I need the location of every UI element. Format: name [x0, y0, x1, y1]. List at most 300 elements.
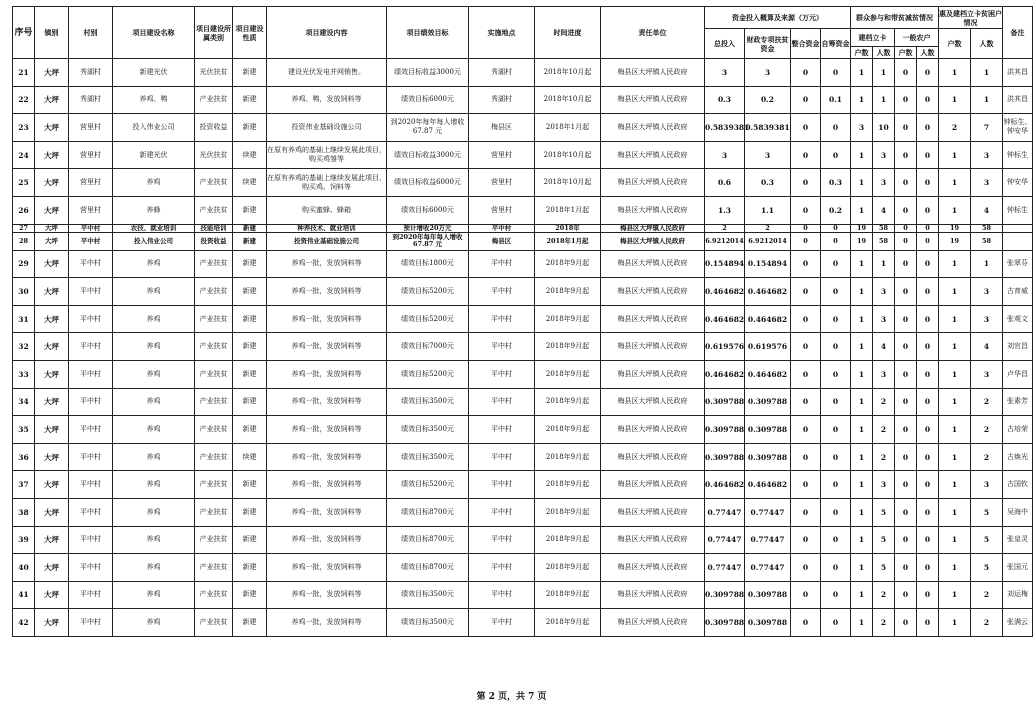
- row-fiscal: 0.464682: [745, 360, 791, 388]
- row-location: 平中村: [469, 360, 535, 388]
- row-carded-persons: 10: [873, 114, 895, 142]
- row-integrated: 0: [791, 169, 821, 197]
- row-category: 产业扶贫: [195, 169, 233, 197]
- row-seq: 22: [13, 86, 35, 114]
- row-carded-households: 1: [851, 388, 873, 416]
- row-remark: 张满云: [1003, 609, 1033, 637]
- row-content: 在原有养鸡的基础上继续发展此项目，购买鸡、饲料等: [267, 169, 387, 197]
- row-village: 平中村: [69, 498, 113, 526]
- row-village: 平中村: [69, 250, 113, 278]
- row-poor-persons: 5: [971, 554, 1003, 582]
- row-poor-persons: 3: [971, 278, 1003, 306]
- row-nature: 新建: [233, 581, 267, 609]
- row-village: 平中村: [69, 388, 113, 416]
- table-row: [13, 360, 1033, 388]
- row-project-name: 养鸡: [113, 169, 195, 197]
- table-row: [13, 250, 1033, 278]
- row-general-persons: 0: [917, 526, 939, 554]
- row-progress: 2018年9月起: [535, 554, 601, 582]
- row-general-households: 0: [895, 278, 917, 306]
- row-carded-households: 1: [851, 169, 873, 197]
- row-progress: 2018年9月起: [535, 388, 601, 416]
- row-village: 平中村: [69, 526, 113, 554]
- row-remark: 钟标生、钟安华: [1003, 114, 1033, 142]
- row-category: 产业扶贫: [195, 278, 233, 306]
- row-general-persons: 0: [917, 305, 939, 333]
- row-carded-persons: 58: [873, 232, 895, 250]
- header-funds-group: 资金投入概算及来源（万元）: [705, 7, 851, 29]
- row-integrated: 0: [791, 498, 821, 526]
- row-poor-persons: 3: [971, 360, 1003, 388]
- row-poor-households: 1: [939, 59, 971, 87]
- row-general-persons: 0: [917, 86, 939, 114]
- header-carded-persons: 人数: [873, 47, 895, 59]
- row-general-persons: 0: [917, 471, 939, 499]
- row-total: 0.619576: [705, 333, 745, 361]
- row-location: 平中村: [469, 443, 535, 471]
- header-integrated: 整合资金: [791, 29, 821, 59]
- row-nature: 新建: [233, 114, 267, 142]
- row-content: 投资伟业基础设施公司: [267, 232, 387, 250]
- row-location: 梅县区: [469, 114, 535, 142]
- row-poor-households: 2: [939, 114, 971, 142]
- row-seq: 23: [13, 114, 35, 142]
- row-village: 营里村: [69, 169, 113, 197]
- row-category: 产业扶贫: [195, 360, 233, 388]
- row-total: 3: [705, 59, 745, 87]
- row-unit: 梅县区大坪镇人民政府: [601, 498, 705, 526]
- row-location: 平中村: [469, 388, 535, 416]
- row-location: 平中村: [469, 224, 535, 232]
- table-row: [13, 581, 1033, 609]
- row-progress: 2018年9月起: [535, 360, 601, 388]
- row-self-raised: 0.1: [821, 86, 851, 114]
- row-self-raised: 0: [821, 333, 851, 361]
- row-project-name: 投入伟业公司: [113, 114, 195, 142]
- header-nature: 项目建设性质: [233, 7, 267, 59]
- row-target: 绩效目标8700元: [387, 554, 469, 582]
- row-self-raised: 0: [821, 554, 851, 582]
- row-carded-households: 1: [851, 141, 873, 169]
- header-poor-persons: 人数: [971, 29, 1003, 59]
- row-town: 大坪: [35, 114, 69, 142]
- row-carded-households: 1: [851, 526, 873, 554]
- row-remark: 钟安华: [1003, 169, 1033, 197]
- row-unit: 梅县区大坪镇人民政府: [601, 360, 705, 388]
- row-unit: 梅县区大坪镇人民政府: [601, 169, 705, 197]
- row-self-raised: 0: [821, 388, 851, 416]
- row-nature: 新建: [233, 609, 267, 637]
- row-poor-households: 1: [939, 141, 971, 169]
- row-self-raised: 0: [821, 305, 851, 333]
- row-target: 绩效目标7000元: [387, 333, 469, 361]
- row-total: 6.9212014: [705, 232, 745, 250]
- row-target: 到2020年每年每人增收 67.87 元: [387, 114, 469, 142]
- table-row: [13, 416, 1033, 444]
- row-progress: 2018年1月起: [535, 196, 601, 224]
- row-poor-persons: 2: [971, 388, 1003, 416]
- row-seq: 26: [13, 196, 35, 224]
- row-poor-persons: 2: [971, 609, 1003, 637]
- row-fiscal: 0.2: [745, 86, 791, 114]
- row-general-households: 0: [895, 224, 917, 232]
- row-total: 0.77447: [705, 526, 745, 554]
- row-content: 养鸡一批，发放饲料等: [267, 305, 387, 333]
- row-town: 大坪: [35, 59, 69, 87]
- row-target: 绩效目标3500元: [387, 581, 469, 609]
- row-self-raised: 0: [821, 498, 851, 526]
- row-category: 技能培训: [195, 224, 233, 232]
- row-unit: 梅县区大坪镇人民政府: [601, 471, 705, 499]
- row-project-name: 养鸡: [113, 333, 195, 361]
- row-poor-persons: 7: [971, 114, 1003, 142]
- row-carded-households: 1: [851, 86, 873, 114]
- row-content: 养鸡一批，发放饲料等: [267, 443, 387, 471]
- row-town: 大坪: [35, 141, 69, 169]
- row-general-households: 0: [895, 250, 917, 278]
- row-self-raised: 0: [821, 416, 851, 444]
- row-fiscal: 0.619576: [745, 333, 791, 361]
- row-target: 绩效目标收益3000元: [387, 141, 469, 169]
- row-nature: 新建: [233, 333, 267, 361]
- row-target: 绩效目标8700元: [387, 498, 469, 526]
- row-town: 大坪: [35, 416, 69, 444]
- table-row: [13, 86, 1033, 114]
- row-poor-households: 1: [939, 526, 971, 554]
- row-content: 养鸡、鸭，发放饲料等: [267, 86, 387, 114]
- table-row: [13, 388, 1033, 416]
- row-nature: 新建: [233, 554, 267, 582]
- row-seq: 27: [13, 224, 35, 232]
- row-category: 产业扶贫: [195, 388, 233, 416]
- row-progress: 2018年9月起: [535, 333, 601, 361]
- row-progress: 2018年10月起: [535, 169, 601, 197]
- row-fiscal: 0.309788: [745, 443, 791, 471]
- row-total: 0.154894: [705, 250, 745, 278]
- row-project-name: 新建光伏: [113, 141, 195, 169]
- row-target: 绩效目标6000元: [387, 196, 469, 224]
- table-row: [13, 554, 1033, 582]
- row-carded-households: 1: [851, 278, 873, 306]
- row-total: 1.3: [705, 196, 745, 224]
- row-seq: 24: [13, 141, 35, 169]
- row-nature: 新建: [233, 224, 267, 232]
- row-unit: 梅县区大坪镇人民政府: [601, 232, 705, 250]
- row-seq: 32: [13, 333, 35, 361]
- row-unit: 梅县区大坪镇人民政府: [601, 278, 705, 306]
- row-poor-persons: 4: [971, 196, 1003, 224]
- row-location: 梅县区: [469, 232, 535, 250]
- row-poor-households: 1: [939, 443, 971, 471]
- row-content: 养鸡一批，发放饲料等: [267, 554, 387, 582]
- row-integrated: 0: [791, 250, 821, 278]
- row-integrated: 0: [791, 581, 821, 609]
- row-total: 0.309788: [705, 443, 745, 471]
- row-town: 大坪: [35, 250, 69, 278]
- row-fiscal: 2: [745, 224, 791, 232]
- row-total: 0.77447: [705, 554, 745, 582]
- row-seq: 38: [13, 498, 35, 526]
- row-remark: [1003, 232, 1033, 250]
- row-self-raised: 0.2: [821, 196, 851, 224]
- row-village: 营里村: [69, 114, 113, 142]
- row-total: 0.309788: [705, 609, 745, 637]
- row-location: 平中村: [469, 609, 535, 637]
- row-poor-households: 1: [939, 305, 971, 333]
- row-category: 产业扶贫: [195, 86, 233, 114]
- row-poor-persons: 5: [971, 526, 1003, 554]
- row-content: 在原有养鸡的基础上继续发展此项目，购买鸡雏等: [267, 141, 387, 169]
- row-project-name: 投入伟业公司: [113, 232, 195, 250]
- row-carded-persons: 5: [873, 526, 895, 554]
- row-general-persons: 0: [917, 196, 939, 224]
- row-town: 大坪: [35, 388, 69, 416]
- row-general-persons: 0: [917, 554, 939, 582]
- row-poor-persons: 5: [971, 498, 1003, 526]
- row-poor-persons: 1: [971, 59, 1003, 87]
- row-town: 大坪: [35, 581, 69, 609]
- row-total: 0.77447: [705, 498, 745, 526]
- row-village: 平中村: [69, 554, 113, 582]
- row-progress: 2018年9月起: [535, 526, 601, 554]
- row-carded-persons: 4: [873, 333, 895, 361]
- row-target: 绩效目标收益6000元: [387, 169, 469, 197]
- row-town: 大坪: [35, 196, 69, 224]
- row-project-name: 养鸡: [113, 416, 195, 444]
- row-progress: 2018年9月起: [535, 278, 601, 306]
- row-seq: 41: [13, 581, 35, 609]
- row-poor-households: 1: [939, 609, 971, 637]
- row-self-raised: 0: [821, 609, 851, 637]
- row-category: 产业扶贫: [195, 471, 233, 499]
- row-remark: 古育威: [1003, 278, 1033, 306]
- row-general-persons: 0: [917, 224, 939, 232]
- row-town: 大坪: [35, 498, 69, 526]
- row-poor-households: 1: [939, 86, 971, 114]
- row-remark: 张素芳: [1003, 388, 1033, 416]
- row-project-name: 养鸡: [113, 250, 195, 278]
- row-total: 3: [705, 141, 745, 169]
- row-progress: 2018年10月起: [535, 59, 601, 87]
- row-self-raised: 0: [821, 278, 851, 306]
- row-general-persons: 0: [917, 278, 939, 306]
- row-general-households: 0: [895, 498, 917, 526]
- row-location: 秀湖村: [469, 59, 535, 87]
- row-poor-persons: 1: [971, 250, 1003, 278]
- row-town: 大坪: [35, 609, 69, 637]
- row-poor-households: 1: [939, 278, 971, 306]
- row-poor-persons: 3: [971, 471, 1003, 499]
- table-row: [13, 498, 1033, 526]
- row-general-households: 0: [895, 114, 917, 142]
- row-project-name: 新建光伏: [113, 59, 195, 87]
- row-location: 平中村: [469, 581, 535, 609]
- row-content: 养鸡一批，发放饲料等: [267, 250, 387, 278]
- header-general: 一般农户: [895, 29, 939, 47]
- row-category: 产业扶贫: [195, 305, 233, 333]
- row-nature: 续建: [233, 169, 267, 197]
- row-poor-households: 1: [939, 360, 971, 388]
- row-poor-persons: 4: [971, 333, 1003, 361]
- row-nature: 新建: [233, 416, 267, 444]
- row-remark: 刘运梅: [1003, 581, 1033, 609]
- row-carded-households: 1: [851, 416, 873, 444]
- row-poor-households: 1: [939, 554, 971, 582]
- row-remark: 吴海中: [1003, 498, 1033, 526]
- row-project-name: 养鸡: [113, 443, 195, 471]
- row-nature: 新建: [233, 388, 267, 416]
- row-category: 产业扶贫: [195, 498, 233, 526]
- row-target: 预计增收20万元: [387, 224, 469, 232]
- row-unit: 梅县区大坪镇人民政府: [601, 114, 705, 142]
- row-poor-persons: 3: [971, 141, 1003, 169]
- row-remark: 张观文: [1003, 305, 1033, 333]
- row-fiscal: 0.464682: [745, 471, 791, 499]
- row-integrated: 0: [791, 59, 821, 87]
- row-category: 光伏扶贫: [195, 141, 233, 169]
- row-integrated: 0: [791, 333, 821, 361]
- row-remark: 刘官昌: [1003, 333, 1033, 361]
- row-unit: 梅县区大坪镇人民政府: [601, 224, 705, 232]
- row-carded-households: 1: [851, 554, 873, 582]
- row-carded-persons: 2: [873, 388, 895, 416]
- row-category: 投资收益: [195, 114, 233, 142]
- project-table: [12, 6, 1033, 637]
- row-total: 0.464682: [705, 278, 745, 306]
- row-poor-persons: 3: [971, 169, 1003, 197]
- row-carded-persons: 4: [873, 196, 895, 224]
- row-progress: 2018年9月起: [535, 443, 601, 471]
- table-row: [13, 278, 1033, 306]
- row-integrated: 0: [791, 609, 821, 637]
- row-integrated: 0: [791, 232, 821, 250]
- row-total: 0.309788: [705, 581, 745, 609]
- row-integrated: 0: [791, 443, 821, 471]
- row-project-name: 农技、就业培训: [113, 224, 195, 232]
- row-location: 营里村: [469, 169, 535, 197]
- row-general-households: 0: [895, 581, 917, 609]
- row-integrated: 0: [791, 416, 821, 444]
- row-general-persons: 0: [917, 609, 939, 637]
- row-category: 投资收益: [195, 232, 233, 250]
- row-content: 建设光伏发电并网销售。: [267, 59, 387, 87]
- row-poor-households: 19: [939, 232, 971, 250]
- row-general-households: 0: [895, 360, 917, 388]
- row-self-raised: 0: [821, 114, 851, 142]
- row-integrated: 0: [791, 526, 821, 554]
- row-content: 养鸡一批，发放饲料等: [267, 609, 387, 637]
- row-carded-persons: 2: [873, 581, 895, 609]
- table-row: [13, 232, 1033, 250]
- row-project-name: 养鸡: [113, 581, 195, 609]
- row-remark: 张翠芬: [1003, 250, 1033, 278]
- table-row: [13, 471, 1033, 499]
- row-seq: 40: [13, 554, 35, 582]
- row-poor-persons: 3: [971, 305, 1003, 333]
- row-general-households: 0: [895, 526, 917, 554]
- row-location: 平中村: [469, 471, 535, 499]
- row-village: 平中村: [69, 305, 113, 333]
- row-seq: 30: [13, 278, 35, 306]
- row-progress: 2018年9月起: [535, 250, 601, 278]
- row-category: 产业扶贫: [195, 443, 233, 471]
- row-carded-households: 19: [851, 232, 873, 250]
- row-general-persons: 0: [917, 250, 939, 278]
- row-integrated: 0: [791, 224, 821, 232]
- row-project-name: 养鸡: [113, 360, 195, 388]
- row-project-name: 养鸡: [113, 526, 195, 554]
- row-remark: 古国钦: [1003, 471, 1033, 499]
- header-masses-group: 群众参与和带贫减贫情况: [851, 7, 939, 29]
- row-progress: 2018年9月起: [535, 581, 601, 609]
- row-total: 0.464682: [705, 471, 745, 499]
- header-carded: 建档立卡: [851, 29, 895, 47]
- table-row: [13, 305, 1033, 333]
- row-remark: 钟标生: [1003, 141, 1033, 169]
- row-town: 大坪: [35, 305, 69, 333]
- row-fiscal: 0.309788: [745, 609, 791, 637]
- row-seq: 35: [13, 416, 35, 444]
- row-carded-households: 1: [851, 360, 873, 388]
- row-seq: 42: [13, 609, 35, 637]
- table-row: [13, 609, 1033, 637]
- row-progress: 2018年10月起: [535, 86, 601, 114]
- row-nature: 新建: [233, 498, 267, 526]
- row-remark: 洪其昌: [1003, 86, 1033, 114]
- row-target: 绩效目标5200元: [387, 360, 469, 388]
- row-integrated: 0: [791, 278, 821, 306]
- row-total: 0.464682: [705, 305, 745, 333]
- header-seq: 序号: [13, 7, 35, 59]
- row-village: 平中村: [69, 443, 113, 471]
- row-unit: 梅县区大坪镇人民政府: [601, 333, 705, 361]
- row-remark: 洪其昌: [1003, 59, 1033, 87]
- row-self-raised: 0: [821, 526, 851, 554]
- row-self-raised: 0: [821, 232, 851, 250]
- row-unit: 梅县区大坪镇人民政府: [601, 416, 705, 444]
- row-town: 大坪: [35, 333, 69, 361]
- row-general-households: 0: [895, 169, 917, 197]
- row-location: 平中村: [469, 526, 535, 554]
- row-carded-persons: 3: [873, 169, 895, 197]
- header-self-raised: 自筹资金: [821, 29, 851, 59]
- row-general-households: 0: [895, 471, 917, 499]
- row-village: 平中村: [69, 471, 113, 499]
- row-carded-households: 1: [851, 443, 873, 471]
- row-self-raised: 0.3: [821, 169, 851, 197]
- row-self-raised: 0: [821, 141, 851, 169]
- row-poor-households: 1: [939, 388, 971, 416]
- row-poor-persons: 1: [971, 86, 1003, 114]
- row-carded-households: 3: [851, 114, 873, 142]
- row-total: 0.309788: [705, 388, 745, 416]
- row-village: 平中村: [69, 278, 113, 306]
- row-carded-households: 1: [851, 471, 873, 499]
- row-poor-persons: 2: [971, 581, 1003, 609]
- row-fiscal: 0.3: [745, 169, 791, 197]
- row-location: 平中村: [469, 554, 535, 582]
- row-category: 产业扶贫: [195, 196, 233, 224]
- row-carded-households: 1: [851, 333, 873, 361]
- row-category: 产业扶贫: [195, 250, 233, 278]
- row-seq: 37: [13, 471, 35, 499]
- row-seq: 36: [13, 443, 35, 471]
- row-remark: 古培荣: [1003, 416, 1033, 444]
- row-carded-persons: 3: [873, 278, 895, 306]
- row-integrated: 0: [791, 305, 821, 333]
- row-fiscal: 0.464682: [745, 305, 791, 333]
- header-project-name: 项目建设名称: [113, 7, 195, 59]
